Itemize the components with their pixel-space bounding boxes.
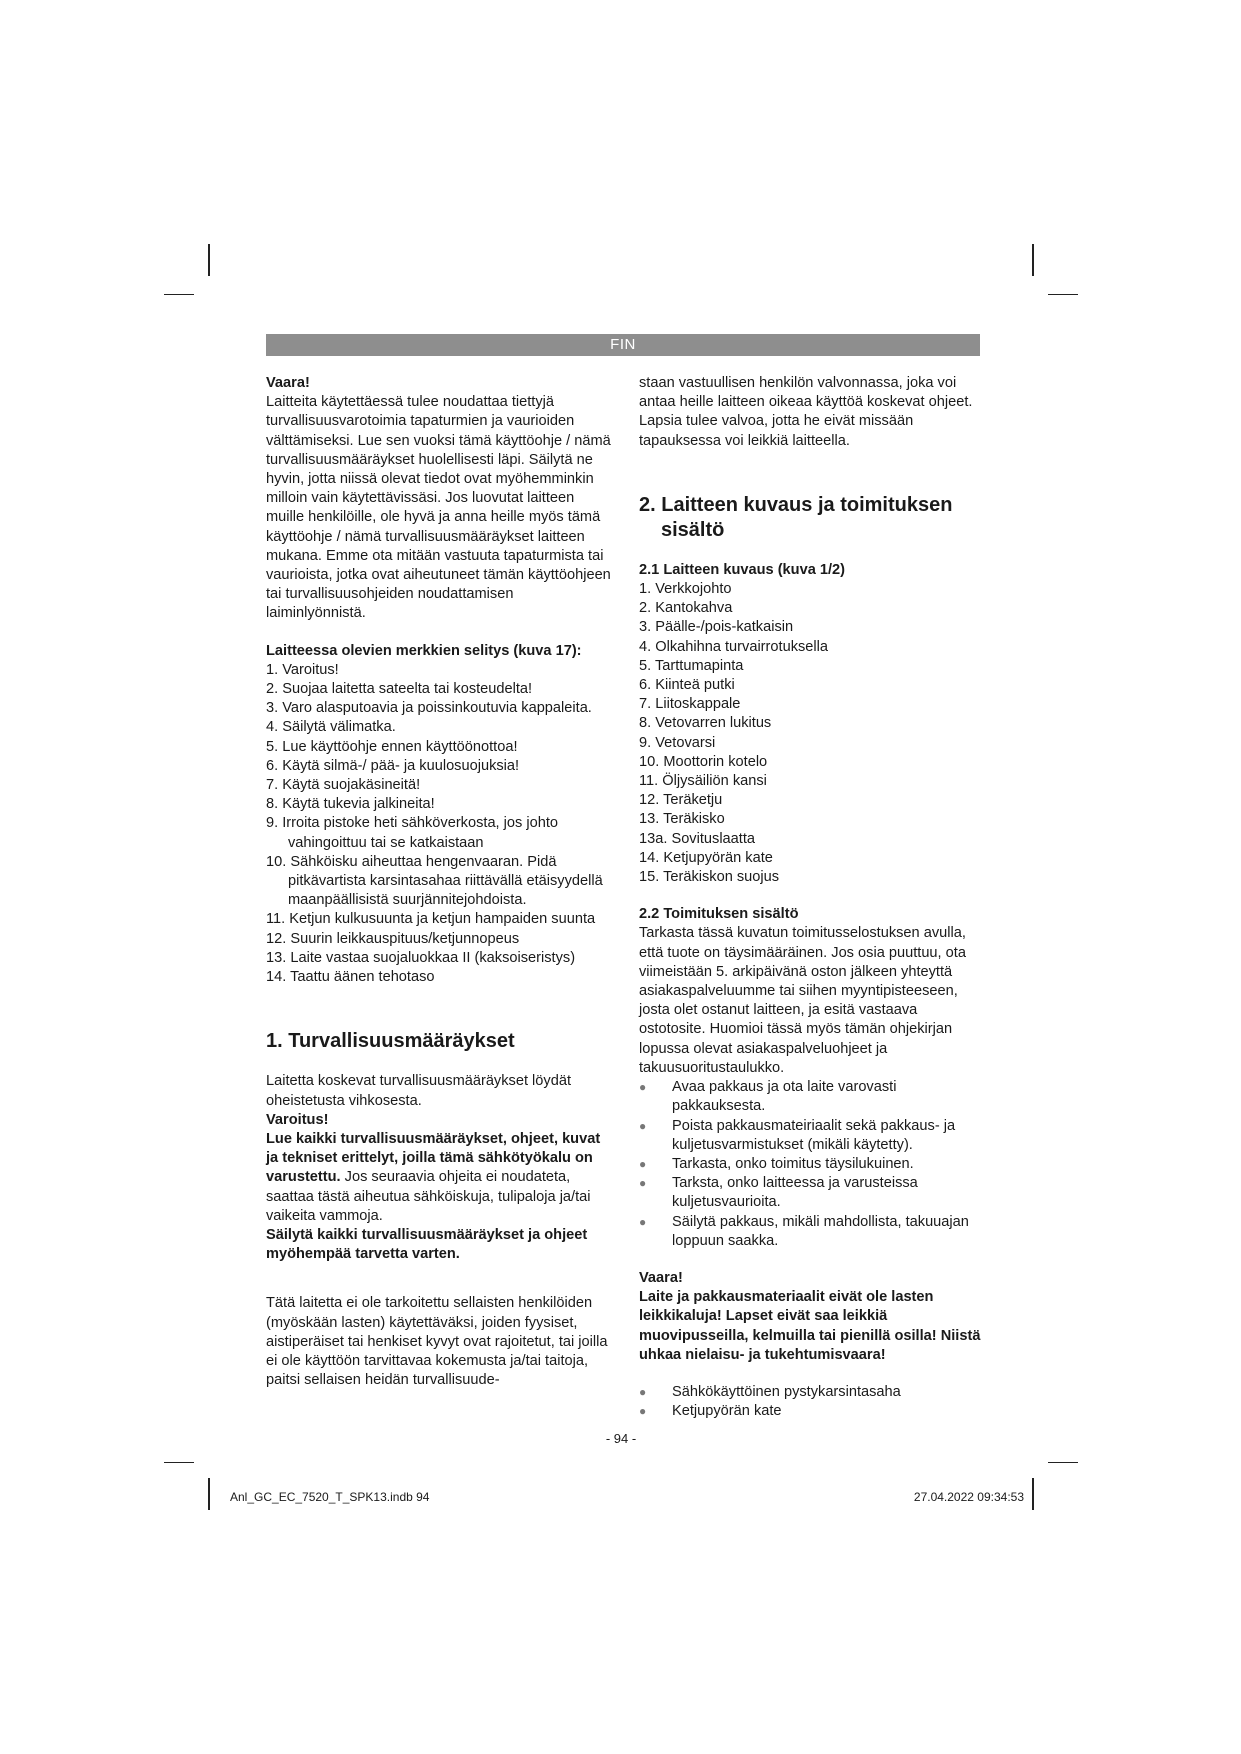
section-1-keep-instructions: Säilytä kaikki turvallisuusmääräykset ja ohjeet myöhempää tarvetta varten.	[266, 1226, 588, 1263]
list-item: ● Tarkasta, onko toimitus täysilukuinen.	[639, 1155, 981, 1174]
list-item: 14. Ketjupyörän kate	[639, 849, 773, 866]
bullet-icon: ●	[639, 1404, 647, 1419]
list-item: 13a. Sovituslaatta	[639, 830, 756, 847]
list-item: ● Säilytä pakkaus, mikäli mahdollista, takuuajan loppuun saakka.	[639, 1213, 969, 1249]
list-item: 9. Vetovarsi	[639, 734, 716, 751]
list-item: 11. Öljysäiliön kansi	[639, 773, 767, 790]
list-item: 4. Säilytä välimatka.	[266, 719, 396, 736]
list-item: 2. Suojaa laitetta sateelta tai kosteudelta!	[266, 681, 533, 698]
list-item: 6. Käytä silmä-/ pää- ja kuulosuojuksia!	[266, 757, 520, 774]
section-1-warning-paragraph	[266, 1130, 614, 1226]
crop-mark-top-right-vertical	[1032, 244, 1034, 276]
language-label: FIN	[610, 336, 636, 353]
delivery-text: Tarkasta tässä kuvatun toimitusselostuksen avulla, että tuote on täysimääräinen. Jos osia puuttuu, ota viimeistään 5. arkipäivänä oston jälkeen yhteyttä asiakaspalveluumme tai siihen myyntipisteeseen, josta olet ostanut laitteen, ja esitä vastaava ostotosite. Huomioi tässä myös tämän ohjekirjan lopussa olevat asiakaspalveluohjeet ja takuusuoritustaulukko.	[639, 925, 966, 1076]
page-number: - 94 -	[605, 1431, 637, 1446]
list-item: 5. Tarttumapinta	[639, 657, 744, 674]
unpacking-steps-list	[639, 1078, 981, 1251]
list-item: 10. Moottorin kotelo	[639, 753, 768, 770]
bullet-icon: ●	[639, 1176, 647, 1191]
list-item: 1. Verkkojohto	[639, 581, 732, 598]
section-2-heading-line-2: sisältö	[661, 518, 725, 541]
section-1-intro: Laitetta koskevat turvallisuusmääräykset löydät oheistetusta vihkosesta.	[266, 1073, 571, 1109]
footer-file-name: Anl_GC_EC_7520_T_SPK13.indb 94	[230, 1490, 430, 1504]
list-item: ● Tarksta, onko laitteessa ja varusteissa kuljetusvaurioita.	[639, 1175, 918, 1211]
bullet-icon: ●	[639, 1384, 647, 1399]
list-item: 8. Käytä tukevia jalkineita!	[266, 796, 435, 813]
delivery-contents-list	[639, 1383, 981, 1421]
list-item: 5. Lue käyttöohje ennen käyttöönottoa!	[266, 738, 518, 755]
crop-mark-top-left-horizontal	[164, 294, 194, 295]
crop-mark-top-left-vertical	[208, 244, 210, 276]
subsection-2-1-heading: 2.1 Laitteen kuvaus (kuva 1/2)	[639, 561, 846, 578]
signs-title: Laitteessa olevien merkkien selitys (kuva 17):	[266, 642, 582, 659]
list-item: 11. Ketjun kulkusuunta ja ketjun hampaiden suunta	[266, 911, 596, 928]
crop-mark-bottom-right-vertical	[1032, 1478, 1034, 1510]
list-item: 12. Suurin leikkauspituus/ketjunnopeus	[266, 930, 520, 947]
section-2-heading-line-1: 2. Laitteen kuvaus ja toimituksen	[639, 493, 953, 516]
list-item: 2. Kantokahva	[639, 600, 733, 617]
list-item: 6. Kiinteä putki	[639, 677, 735, 694]
section-1-bold-instruction: Lue kaikki turvallisuusmääräykset, ohjeet, kuvat ja tekniset erittelyt, joilla tämä sähkötyökalu on varustettu.	[266, 1130, 601, 1186]
list-item: 9. Irroita pistoke heti sähköverkosta, jos johto vahingoittuu tai se katkaistaan	[266, 815, 559, 851]
list-item: 4. Olkahihna turvairrotuksella	[639, 638, 828, 655]
footer-timestamp: 27.04.2022 09:34:53	[913, 1490, 1024, 1504]
bullet-icon: ●	[639, 1080, 647, 1095]
list-item: 12. Teräketju	[639, 792, 723, 809]
list-item: 15. Teräkiskon suojus	[639, 869, 780, 886]
warning-2-title: Vaara!	[639, 1269, 683, 1286]
list-item: 1. Varoitus!	[266, 661, 339, 678]
right-column	[639, 374, 981, 1421]
signs-list	[266, 661, 614, 987]
list-item: 3. Varo alasputoavia ja poissinkoutuvia kappaleita.	[266, 700, 592, 717]
warning-title: Vaara!	[266, 375, 310, 391]
subsection-2-2-heading: 2.2 Toimituksen sisältö	[639, 906, 799, 923]
list-item: 7. Käytä suojakäsineitä!	[266, 777, 421, 794]
list-item: ● Ketjupyörän kate	[639, 1402, 981, 1421]
list-item: ● Avaa pakkaus ja ota laite varovasti pakkauksesta.	[639, 1079, 897, 1115]
section-1-persons-paragraph: Tätä laitetta ei ole tarkoitettu sellaisten henkilöiden (myöskään lasten) käytettäväksi, joiden fyysiset, aistiperäiset tai henkiset kyvyt ovat rajoitetut, tai joilla ei ole käyttöön tarvittavaa kokemusta ja/tai taitoja, paitsi sellaisen heidän turvallisuude-	[266, 1295, 608, 1389]
list-item: 8. Vetovarren lukitus	[639, 715, 772, 732]
crop-mark-top-right-horizontal	[1048, 294, 1078, 295]
list-item: 3. Päälle-/pois-katkaisin	[639, 619, 794, 636]
continued-text: staan vastuullisen henkilön valvonnassa, joka voi antaa heille laitteen oikeaa käyttöä koskevat ohjeet. Lapsia tulee valvoa, jotta he eivät missään tapauksessa voi leikkiä laitteella.	[639, 375, 973, 449]
list-item: ● Sähkökäyttöinen pystykarsintasaha	[639, 1383, 981, 1402]
bullet-icon: ●	[639, 1156, 647, 1171]
crop-mark-bottom-right-horizontal	[1048, 1462, 1078, 1463]
list-item: ● Poista pakkausmateiriaalit sekä pakkaus- ja kuljetusvarmistukset (mikäli käytetty).	[639, 1117, 956, 1153]
bullet-icon: ●	[639, 1214, 647, 1229]
warning-text: Laitteita käytettäessä tulee noudattaa tiettyjä turvallisuusvarotoimia tapaturmien ja vaurioiden välttämiseksi. Lue sen vuoksi tämä käyttöohje / nämä turvallisuusmääräykset huolellisesti läpi. Säilytä ne hyvin, jotta niissä olevat tiedot ovat myöhemminkin milloin vain käytettävissäsi. Jos luovutat laitteen muille henkilöille, ole hyvä ja anna heille myös tämä käyttöohje / nämä turvallisuusmääräykset laitteen mukana. Emme ota mitään vastuuta tapaturmista tai vaurioista, jotka ovat aiheutuneet tämän käyttöohjeen tai turvallisuusohjeiden noudattamisen laiminlyönnistä.	[266, 394, 611, 622]
list-item: 7. Liitoskappale	[639, 696, 741, 713]
left-column	[266, 374, 614, 1390]
section-1-warning-title: Varoitus!	[266, 1111, 329, 1128]
section-1-consequence-text: Jos seuraavia ohjeita ei noudateta, saattaa tästä aiheutua sähköiskuja, tulipaloja ja/tai vaikeita vammoja.	[266, 1169, 591, 1224]
crop-mark-bottom-left-horizontal	[164, 1462, 194, 1463]
list-item: 13. Laite vastaa suojaluokkaa II (kaksoiseristys)	[266, 949, 576, 966]
warning-2-text: Laite ja pakkausmateriaalit eivät ole lasten leikkikaluja! Lapset eivät saa leikkiä muovipusseilla, kelmuilla tai pienillä osilla! Niistä uhkaa nielaisu- ja tukehtumisvaara!	[639, 1289, 981, 1363]
bullet-icon: ●	[639, 1118, 647, 1133]
list-item: 14. Taattu äänen tehotaso	[266, 969, 435, 986]
list-item: 10. Sähköisku aiheuttaa hengenvaaran. Pidä pitkävartista karsintasahaa riittävällä etäisyydellä maanpäällisistä suurjännitejohdoista.	[266, 853, 603, 909]
list-item: 13. Teräkisko	[639, 811, 725, 828]
parts-list	[639, 580, 981, 887]
language-header-bar	[266, 334, 980, 356]
crop-mark-bottom-left-vertical	[208, 1478, 210, 1510]
section-1-heading: 1. Turvallisuusmääräykset	[266, 1030, 515, 1053]
